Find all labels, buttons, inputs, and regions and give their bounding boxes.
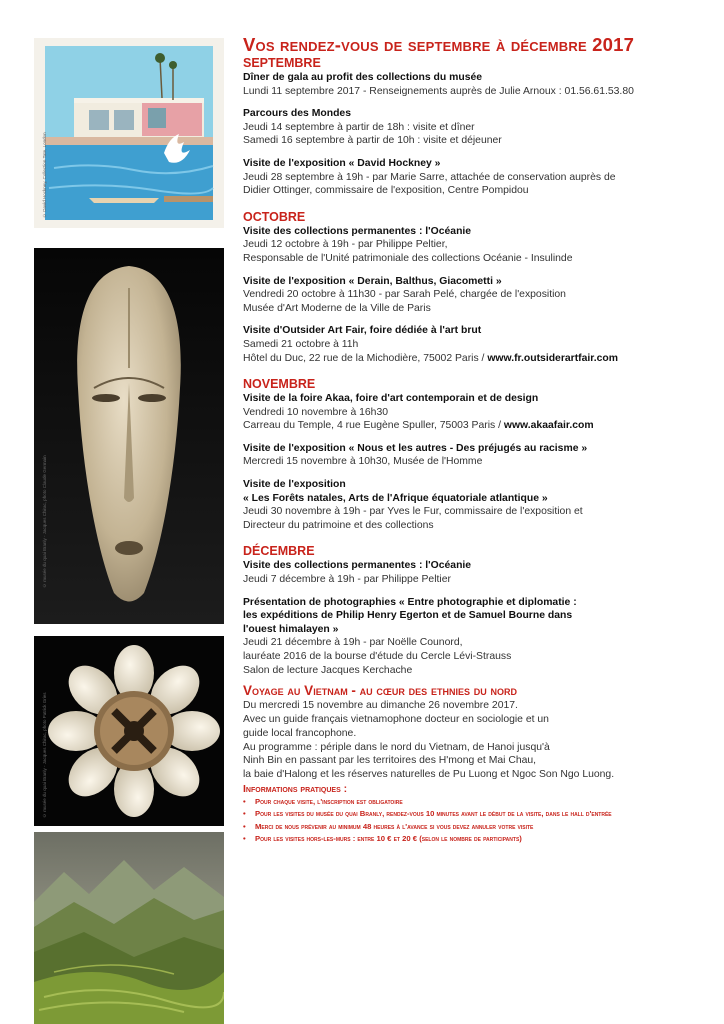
voyage-line: guide local francophone. — [243, 727, 357, 739]
event-detail: Jeudi 30 novembre à 19h - par Yves le Fur, commissaire de l'exposition et — [243, 506, 583, 518]
event-address: Hôtel du Duc, 22 rue de la Michodière, 75002 Paris / — [243, 352, 488, 364]
event-title-continued: les expéditions de Philip Henry Egerton et de Samuel Bourne dans — [243, 610, 573, 622]
fang-mask-image — [34, 248, 224, 624]
event-title: Dîner de gala au profit des collections du musée — [243, 72, 483, 83]
event-detail: Samedi 21 octobre à 11h — [243, 338, 359, 350]
event-title: Parcours des Mondes — [243, 108, 351, 120]
event-forets-natales — [243, 478, 713, 532]
bullet-icon: • — [243, 796, 246, 806]
event-title: Visite de l'exposition « Nous et les autres - Des préjugés au racisme » — [243, 442, 588, 454]
voyage-heading: Voyage au Vietnam - au cœur des ethnies du nord — [243, 683, 517, 699]
month-heading-octobre: OCTOBRE — [243, 209, 306, 224]
event-title: Visite des collections permanentes : l'Océanie — [243, 560, 472, 572]
voyage-line: Au programme : périple dans le nord du Vietnam, de Hanoi jusqu'à — [243, 741, 550, 753]
event-detail: Jeudi 14 septembre à partir de 18h : visite et dîner — [243, 121, 475, 133]
month-heading-septembre: SEPTEMBRE — [243, 56, 321, 70]
event-title: Visite d'Outsider Art Fair, foire dédiée à l'art brut — [243, 325, 482, 337]
event-diner-gala — [243, 71, 713, 98]
info-item: • Pour chaque visite, l'inscription est obligatoire — [243, 796, 713, 808]
event-detail — [243, 352, 713, 366]
event-hockney — [243, 157, 713, 198]
event-detail: Jeudi 7 décembre à 19h - par Philippe Peltier — [243, 574, 451, 586]
event-detail: Responsable de l'Unité patrimoniale des collections Océanie - Insulinde — [243, 252, 573, 264]
event-akaa — [243, 392, 713, 433]
vietnam-landscape-image — [34, 832, 224, 1024]
event-detail: Didier Ottinger, commissaire de l'exposition, Centre Pompidou — [243, 185, 529, 197]
outsiderartfair-link[interactable]: www.fr.outsiderartfair.com — [487, 352, 619, 364]
event-detail: lauréate 2016 de la bourse d'étude du Cercle Lévi-Strauss — [243, 651, 512, 662]
voyage-description — [243, 699, 713, 782]
event-title: Présentation de photographies « Entre photographie et diplomatie : — [243, 596, 577, 608]
event-detail — [243, 419, 713, 433]
event-derain-balthus-giacometti — [243, 275, 713, 316]
event-title: Visite de la foire Akaa, foire d'art contemporain et de design — [243, 393, 539, 405]
event-detail: Musée d'Art Moderne de la Ville de Paris — [243, 302, 431, 314]
event-oceanie-decembre — [243, 559, 713, 586]
event-title-continued: « Les Forêts natales, Arts de l'Afrique équatoriale atlantique » — [243, 492, 548, 504]
shell-flower-object-image — [34, 636, 224, 826]
event-title-continued: l'ouest himalayen » — [243, 623, 339, 635]
event-detail: Jeudi 28 septembre à 19h - par Marie Sarre, attachée de conservation auprès de — [243, 171, 616, 183]
event-detail: Samedi 16 septembre à partir de 10h : visite et déjeuner — [243, 135, 502, 147]
voyage-line: la baie d'Halong et les réserves naturelles de Pu Luong et Ngoc Son Ngo Luong. — [243, 769, 615, 781]
page-title: Vos rendez-vous de septembre à décembre 2017 — [243, 34, 635, 55]
info-item: • Pour les visites hors-les-murs : entre 10 € et 20 € (selon le nombre de participants) — [243, 833, 713, 845]
voyage-line: Avec un guide français vietnamophone docteur en sociologie et un — [243, 713, 549, 725]
program-content — [243, 34, 713, 846]
flower-credit: © musée du quai Branly - Jacques Chirac, photo Patrick Gries — [42, 692, 47, 818]
info-item: • Pour les visites du musée du quai Branly, rendez-vous 10 minutes avant le début de la visite, dans le hall d'entrée — [243, 808, 713, 820]
event-title: Visite de l'exposition — [243, 479, 346, 491]
bullet-icon: • — [243, 834, 246, 844]
voyage-line: Du mercredi 15 novembre au dimanche 26 novembre 2017. — [243, 700, 518, 712]
info-list — [243, 796, 713, 846]
event-title: Visite des collections permanentes : l'Océanie — [243, 225, 472, 237]
event-detail: Vendredi 10 novembre à 16h30 — [243, 406, 389, 418]
mask-credit: © musée du quai Branly - Jacques Chirac, photo Claude Germain — [42, 455, 47, 588]
month-heading-decembre: DÉCEMBRE — [243, 544, 315, 559]
event-oceanie-octobre — [243, 225, 713, 266]
hockney-painting-image — [34, 38, 224, 228]
event-nous-et-les-autres — [243, 442, 713, 469]
voyage-line: Ninh Bin en passant par les territoires des H'mong et Mai Chau, — [243, 755, 537, 767]
event-parcours-des-mondes — [243, 107, 713, 148]
event-title: Visite de l'exposition « Derain, Balthus, Giacometti » — [243, 275, 502, 287]
event-detail: Salon de lecture Jacques Kerchache — [243, 664, 413, 676]
event-outsider-art-fair — [243, 324, 713, 365]
bullet-icon: • — [243, 809, 246, 819]
akaafair-link[interactable]: www.akaafair.com — [503, 420, 594, 432]
event-detail: Lundi 11 septembre 2017 - Renseignements auprès de Julie Arnoux : 01.56.61.53.80 — [243, 85, 634, 97]
event-address: Carreau du Temple, 4 rue Eugène Spuller, 75003 Paris / — [243, 420, 504, 432]
event-detail: Vendredi 20 octobre à 11h30 - par Sarah Pelé, chargée de l'exposition — [243, 289, 566, 301]
info-item: • Merci de nous prévenir au minimum 48 heures à l'avance si vous devez annuler votre visite — [243, 821, 713, 833]
hockney-credit: © David Hockney, Collection Tate, London — [42, 132, 47, 218]
event-detail: Jeudi 21 décembre à 19h - par Noëlle Counord, — [243, 637, 463, 649]
event-detail: Mercredi 15 novembre à 10h30, Musée de l'Homme — [243, 456, 483, 468]
info-heading: Informations pratiques : — [243, 782, 348, 795]
event-photographie-diplomatie — [243, 596, 713, 678]
event-detail: Directeur du patrimoine et des collections — [243, 519, 434, 531]
month-heading-novembre: NOVEMBRE — [243, 377, 316, 392]
event-title: Visite de l'exposition « David Hockney » — [243, 157, 441, 169]
bullet-icon: • — [243, 821, 246, 831]
event-detail: Jeudi 12 octobre à 19h - par Philippe Peltier, — [243, 239, 448, 251]
